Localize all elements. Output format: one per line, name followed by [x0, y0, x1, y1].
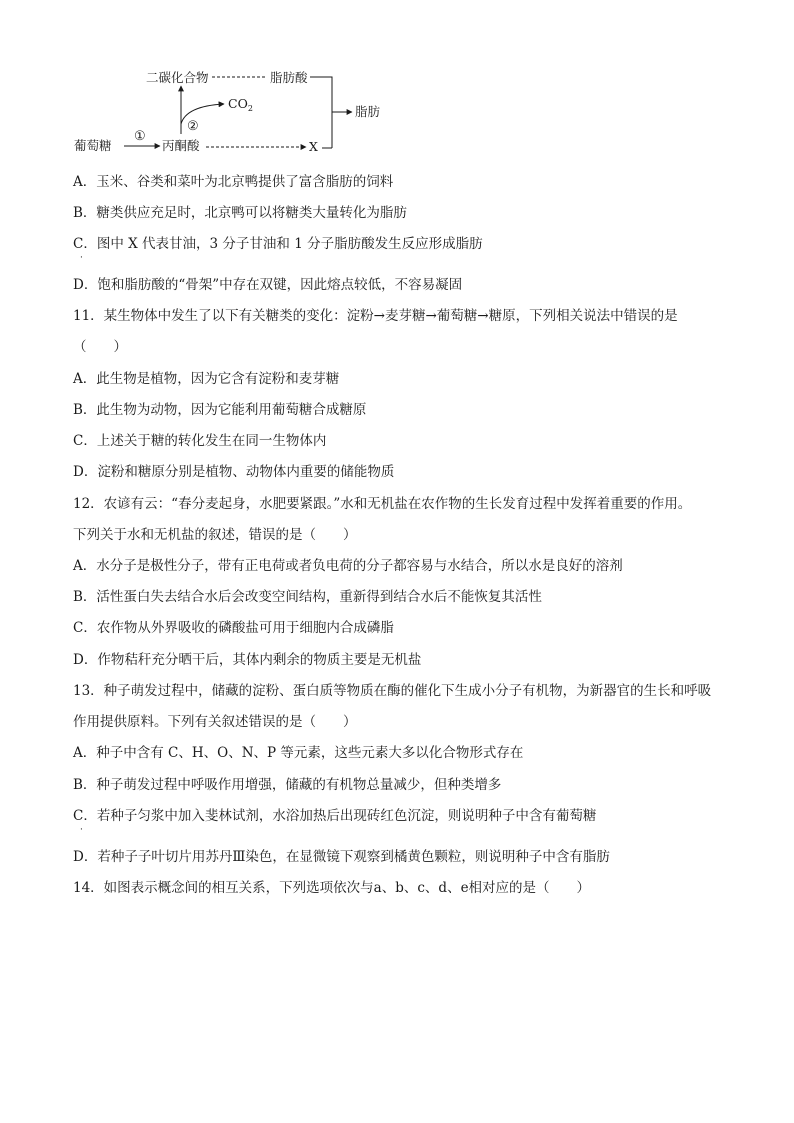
q13-stem: 13．种子萌发过程中，储藏的淀粉、蛋白质等物质在酶的催化下生成小分子有机物，为新器官的生长和呼吸 — [73, 683, 712, 699]
step-1-label: ① — [134, 129, 146, 144]
q11-option-c: C．上述关于糖的转化发生在同一生物体内 — [73, 433, 327, 449]
q14-stem: 14．如图表示概念间的相互关系，下列选项依次与a、b、c、d、e相对应的是（ ） — [73, 880, 591, 896]
q13-option-d: D．若种子子叶切片用苏丹Ⅲ染色，在显微镜下观察到橘黄色颗粒，则说明种子中含有脂肪 — [73, 849, 610, 865]
q11-option-d: D．淀粉和糖原分别是植物、动物体内重要的储能物质 — [73, 464, 395, 480]
q11-stem: 11．某生物体中发生了以下有关糖类的变化：淀粉→麦芽糖→葡萄糖→糖原，下列相关说法中错误的是 — [73, 308, 678, 324]
q13-option-a: A．种子中含有 C、H、O、N、P 等元素，这些元素大多以化合物形式存在 — [73, 745, 524, 761]
q13-stem-cont: 作用提供原料。下列有关叙述错误的是（ ） — [73, 714, 357, 730]
q12-option-b: B．活性蛋白失去结合水后会改变空间结构，重新得到结合水后不能恢复其活性 — [73, 589, 542, 605]
q10-option-d: D．饱和脂肪酸的“骨架”中存在双键，因此熔点较低，不容易凝固 — [73, 277, 463, 293]
q13-option-b: B．种子萌发过程中呼吸作用增强，储藏的有机物总量减少，但种类增多 — [73, 777, 502, 793]
q10-option-c: C．图中 X 代表甘油，3 分子甘油和 1 分子脂肪酸发生反应形成脂肪 — [73, 236, 483, 252]
q11-option-a: A．此生物是植物，因为它含有淀粉和麦芽糖 — [73, 371, 340, 387]
x-label: X — [309, 139, 318, 154]
q13-option-c: C．若种子匀浆中加入斐林试剂，水浴加热后出现砖红色沉淀，则说明种子中含有葡萄糖 — [73, 808, 597, 824]
q10-option-b: B．糖类供应充足时，北京鸭可以将糖类大量转化为脂肪 — [73, 205, 407, 221]
q12-option-d: D．作物秸秆充分晒干后，其体内剩余的物质主要是无机盐 — [73, 652, 422, 668]
q11-stem-cont: （ ） — [73, 339, 127, 355]
q12-option-a: A．水分子是极性分子，带有正电荷或者负电荷的分子都容易与水结合，所以水是良好的溶剂 — [73, 558, 623, 574]
q10-option-a: A．玉米、谷类和菜叶为北京鸭提供了富含脂肪的饲料 — [73, 174, 394, 190]
q12-option-c: C．农作物从外界吸收的磷酸盐可用于细胞内合成磷脂 — [73, 620, 394, 636]
q11-option-b: B．此生物为动物，因为它能利用葡萄糖合成糖原 — [73, 402, 367, 418]
q12-stem-cont: 下列关于水和无机盐的叙述，错误的是（ ） — [73, 527, 357, 543]
fat-label: 脂肪 — [355, 104, 381, 119]
q12-stem: 12．农谚有云：“春分麦起身，水肥要紧跟。”水和无机盐在农作物的生长发育过程中发挥着重要的作用。 — [73, 496, 692, 512]
pyruvate-label: 丙酮酸 — [162, 138, 200, 153]
glucose-label: 葡萄糖 — [74, 138, 112, 153]
step-2-label: ② — [187, 119, 199, 134]
dot-mark: · — [80, 253, 83, 263]
fatty-acid-connector — [310, 77, 332, 148]
co2-label: $CO_2$ — [228, 96, 253, 113]
dot-mark-2: · — [80, 825, 83, 835]
carbon-compound-label: 二碳化合物 — [146, 70, 209, 85]
fatty-acid-label: 脂肪酸 — [270, 70, 308, 85]
metabolism-diagram — [70, 62, 400, 160]
